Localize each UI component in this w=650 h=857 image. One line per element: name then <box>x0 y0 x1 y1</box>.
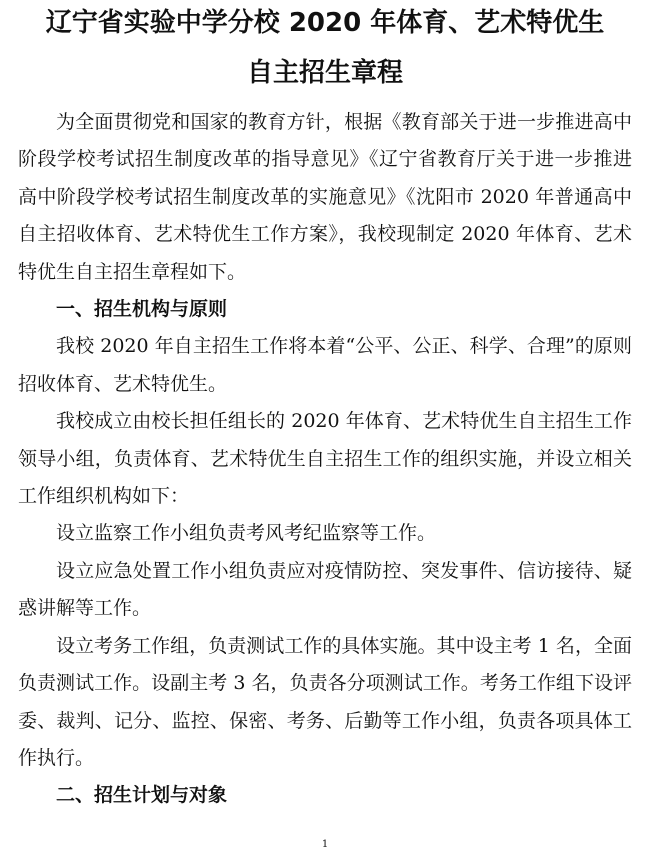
leadership-group-paragraph: 我校成立由校长担任组长的 2020 年体育、艺术特优生自主招生工作领导小组，负责体育、艺术特优生自主招生工作的组织实施，并设立相关工作组织机构如下： <box>18 410 632 508</box>
intro-paragraph: 为全面贯彻党和国家的教育方针，根据《教育部关于进一步推进高中阶段学校考试招生制度改革的指导意见》《辽宁省教育厅关于进一步推进高中阶段学校考试招生制度改革的实施意见》《沈阳市 2020 年普通高中自主招收体育、艺术特优生工作方案》，我校现制定 2020 年体育、艺术特优生自主招生章程如下。 <box>18 111 632 283</box>
document-title-line-2: 自主招生章程 <box>246 58 403 88</box>
page-number: 1 <box>321 839 329 850</box>
document-body <box>18 104 632 815</box>
principle-paragraph: 我校 2020 年自主招生工作将本着“公平、公正、科学、合理”的原则招收体育、艺术特优生。 <box>18 335 632 395</box>
section-heading-1: 一、招生机构与原则 <box>56 298 228 321</box>
supervision-group-paragraph: 设立监察工作小组负责考风考纪监察等工作。 <box>56 522 437 545</box>
document-title-line-1: 辽宁省实验中学分校 2020 年体育、艺术特优生 <box>45 8 605 38</box>
emergency-group-paragraph: 设立应急处置工作小组负责应对疫情防控、突发事件、信访接待、疑惑讲解等工作。 <box>18 559 632 620</box>
section-heading-2: 二、招生计划与对象 <box>56 784 228 807</box>
exam-affairs-group-paragraph: 设立考务工作组，负责测试工作的具体实施。其中设主考 1 名，全面负责测试工作。设副主考 3 名，负责各分项测试工作。考务工作组下设评委、裁判、记分、监控、保密、考务、后勤等工作小组，负责各项具体工作执行。 <box>18 634 632 769</box>
